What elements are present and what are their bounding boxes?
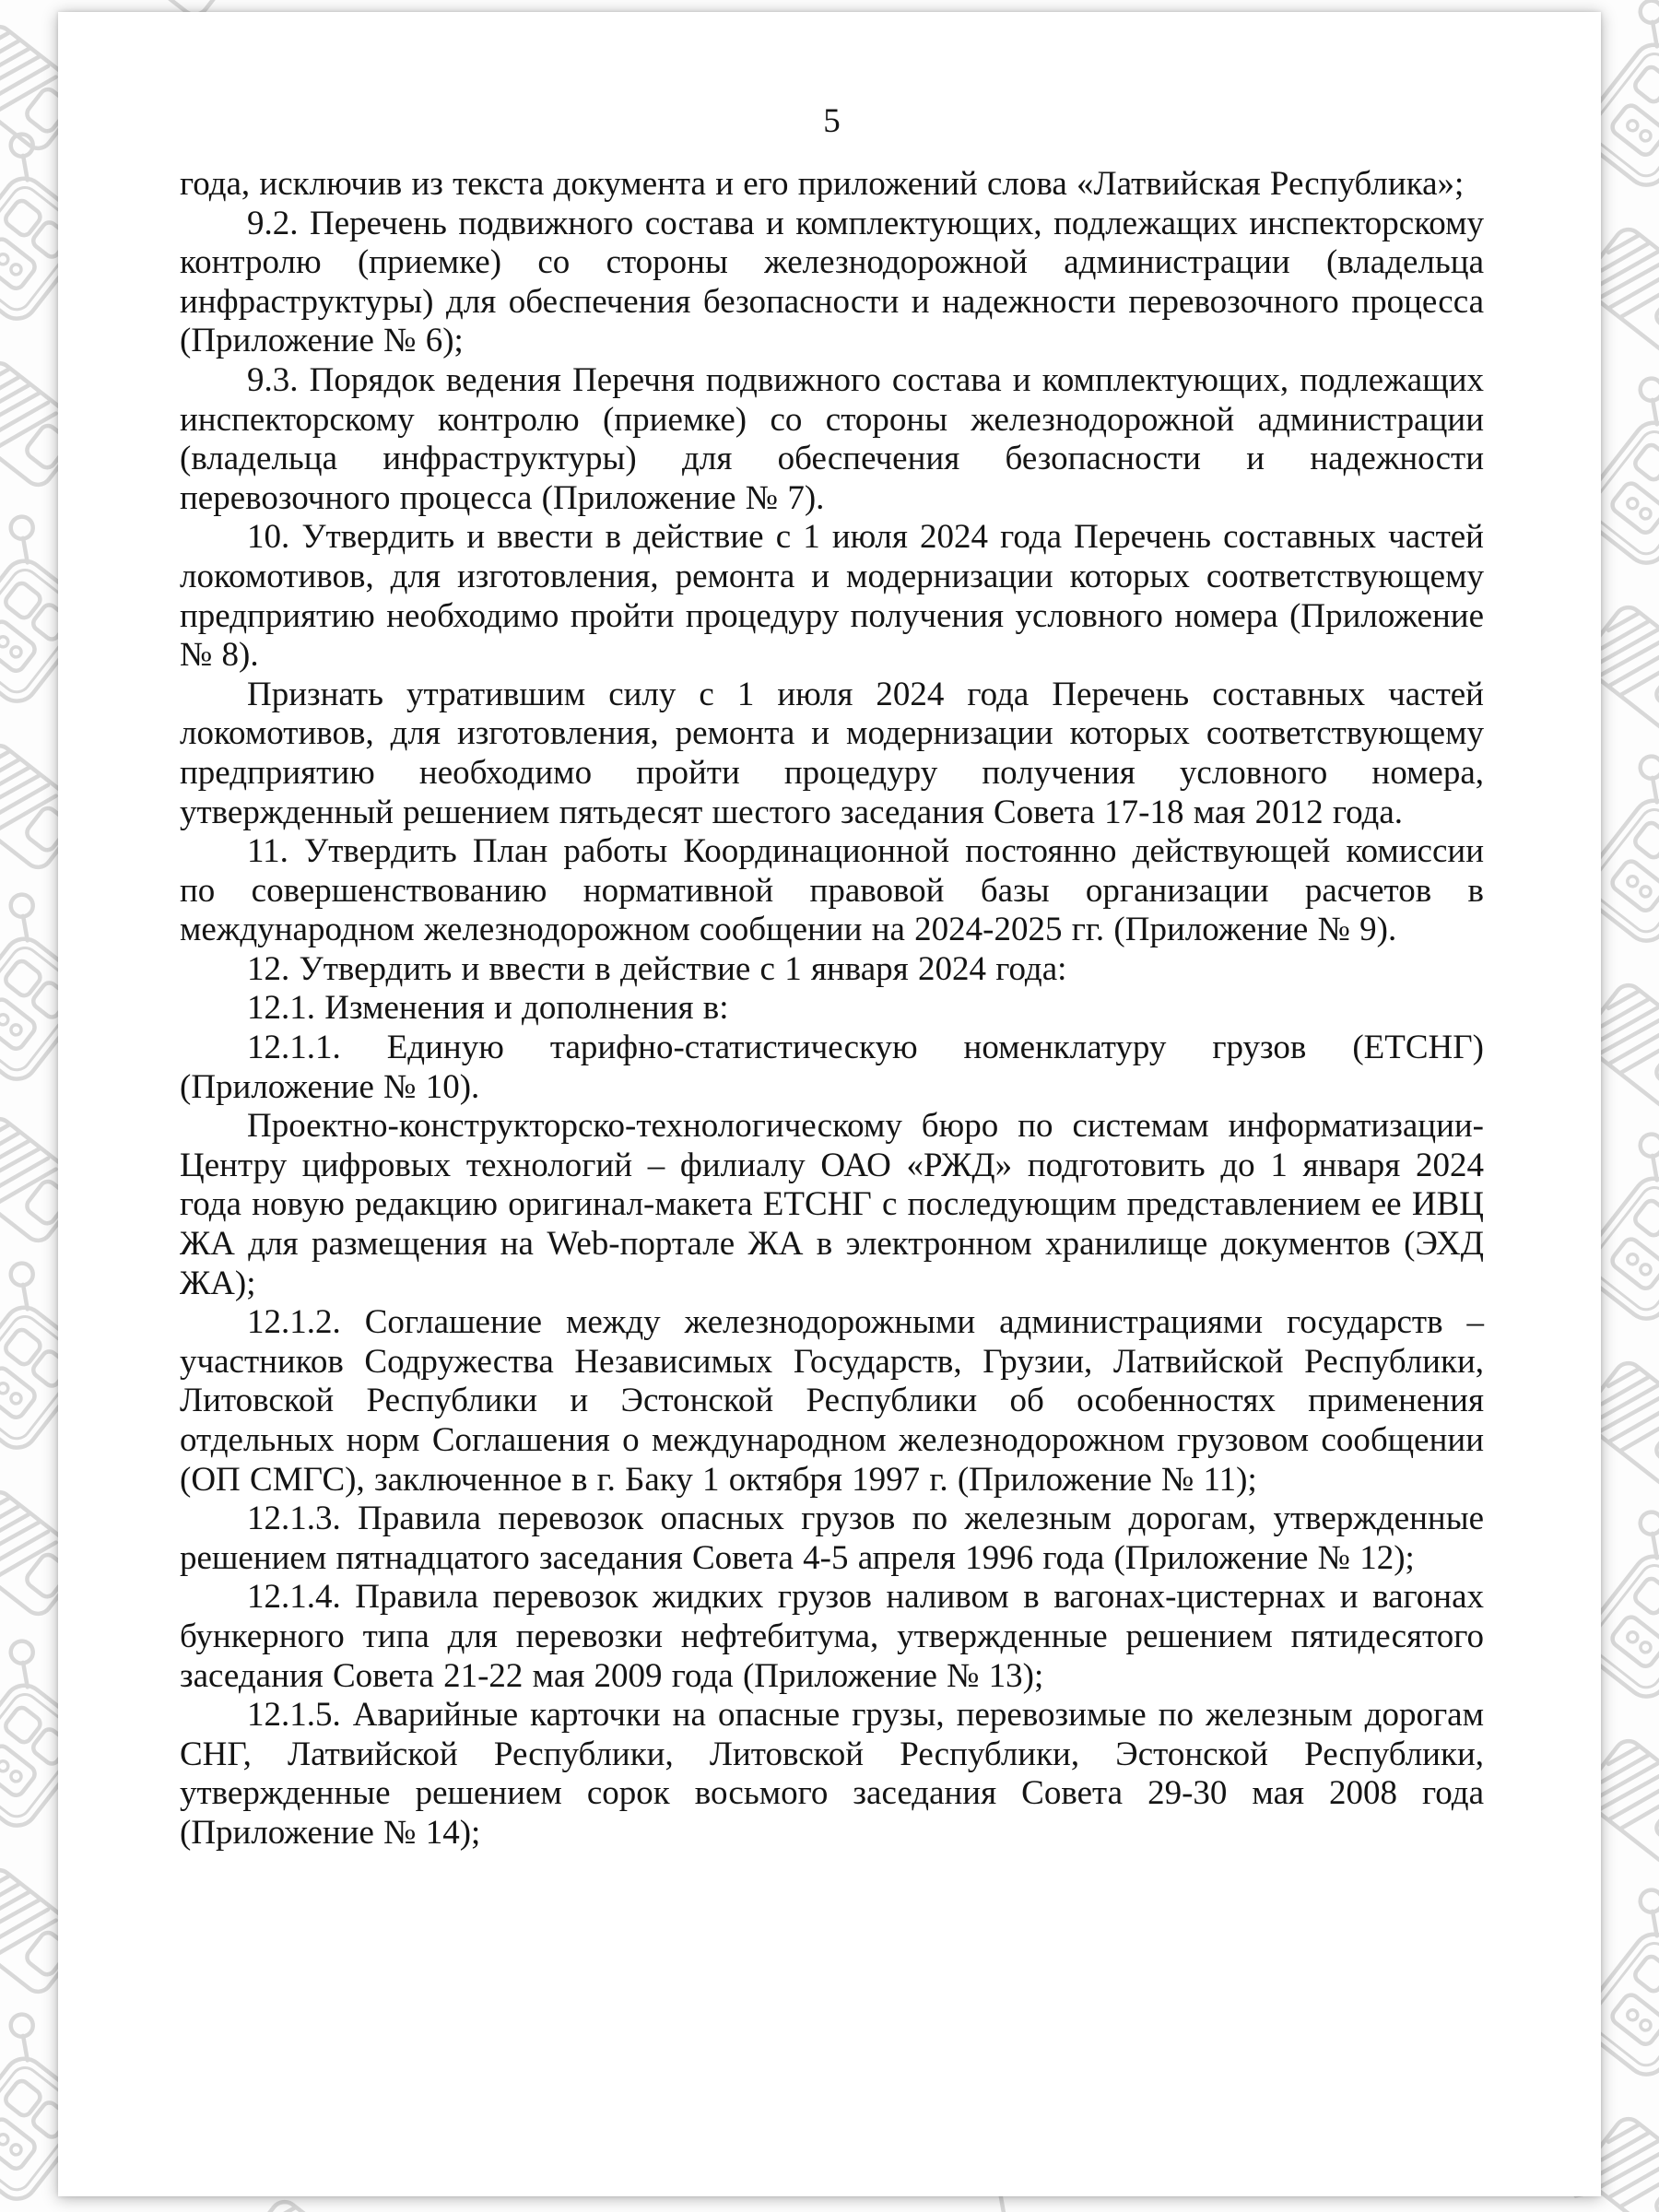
document-page	[58, 12, 1601, 2196]
body-paragraph: 9.3. Порядок ведения Перечня подвижного состава и комплектующих, подлежащих инспекторскому контролю (приемке) со стороны железнодорожной администрации (владельца инфраструктуры) для обеспечения безопасности и надежности перевозочного процесса (Приложение № 7).	[180, 360, 1484, 517]
body-paragraph: 12.1.5. Аварийные карточки на опасные грузы, перевозимые по железным дорогам СНГ, Латвийской Республики, Литовской Республики, Эстонской Республики, утвержденные решением сорок восьмого заседания Совета 29-30 мая 2008 года (Приложение № 14);	[180, 1696, 1484, 1852]
body-paragraph: Проектно-конструкторско-технологическому бюро по системам информатизации-Центру цифровых технологий – филиалу ОАО «РЖД» подготовить до 1 января 2024 года новую редакцию оригинал-макета ЕТСНГ с последующим представлением ее ИВЦ ЖА для размещения на Web-портале ЖА в электронном хранилище документов (ЭХД ЖА);	[180, 1107, 1484, 1302]
page-number: 5	[823, 102, 841, 140]
body-paragraph: Признать утратившим силу с 1 июля 2024 года Перечень составных частей локомотивов, для изготовления, ремонта и модернизации которых соответствующему предприятию необходимо пройти процедуру получения условного номера, утвержденный решением пятьдесят шестого заседания Совета 17-18 мая 2012 года.	[180, 675, 1484, 831]
body-paragraph: 12.1.2. Соглашение между железнодорожными администрациями государств – участников Содружества Независимых Государств, Грузии, Латвийской Республики, Литовской Республики и Эстонской Республики об особенностях применения отдельных норм Соглашения о международном железнодорожном грузовом сообщении (ОП СМГС), заключенное в г. Баку 1 октября 1997 г. (Приложение № 11);	[180, 1303, 1484, 1499]
body-paragraph: 12.1.4. Правила перевозок жидких грузов наливом в вагонах-цистернах и вагонах бункерного типа для перевозки нефтебитума, утвержденные решением пятидесятого заседания Совета 21-22 мая 2009 года (Приложение № 13);	[180, 1578, 1484, 1695]
body-paragraph: 12.1.1. Единую тарифно-статистическую номенклатуру грузов (ЕТСНГ) (Приложение № 10).	[180, 1029, 1484, 1106]
body-paragraph: 12.1.3. Правила перевозок опасных грузов по железным дорогам, утвержденные решением пятнадцатого заседания Совета 4-5 апреля 1996 года (Приложение № 12);	[180, 1500, 1484, 1577]
document-body	[180, 165, 1484, 1853]
body-paragraph: года, исключив из текста документа и его приложений слова «Латвийская Республика»;	[180, 165, 1465, 203]
body-paragraph: 11. Утвердить План работы Координационной постоянно действующей комиссии по совершенствованию нормативной правовой базы организации расчетов в международном железнодорожном сообщении на 2024-2025 гг. (Приложение № 9).	[180, 832, 1484, 949]
body-paragraph: 12. Утвердить и ввести в действие с 1 января 2024 года:	[247, 949, 1067, 988]
wagon-icon	[220, 2194, 373, 2212]
body-paragraph: 10. Утвердить и ввести в действие с 1 июля 2024 года Перечень составных частей локомотивов, для изготовления, ремонта и модернизации которых соответствующему предприятию необходимо пройти процедуру получения условного номера (Приложение № 8).	[180, 518, 1484, 675]
body-paragraph: 12.1. Изменения и дополнения в:	[247, 989, 729, 1028]
body-paragraph: 9.2. Перечень подвижного состава и комплектующих, подлежащих инспекторскому контролю (приемке) со стороны железнодорожной администрации (владельца инфраструктуры) для обеспечения безопасности и надежности перевозочного процесса (Приложение № 6);	[180, 204, 1484, 360]
